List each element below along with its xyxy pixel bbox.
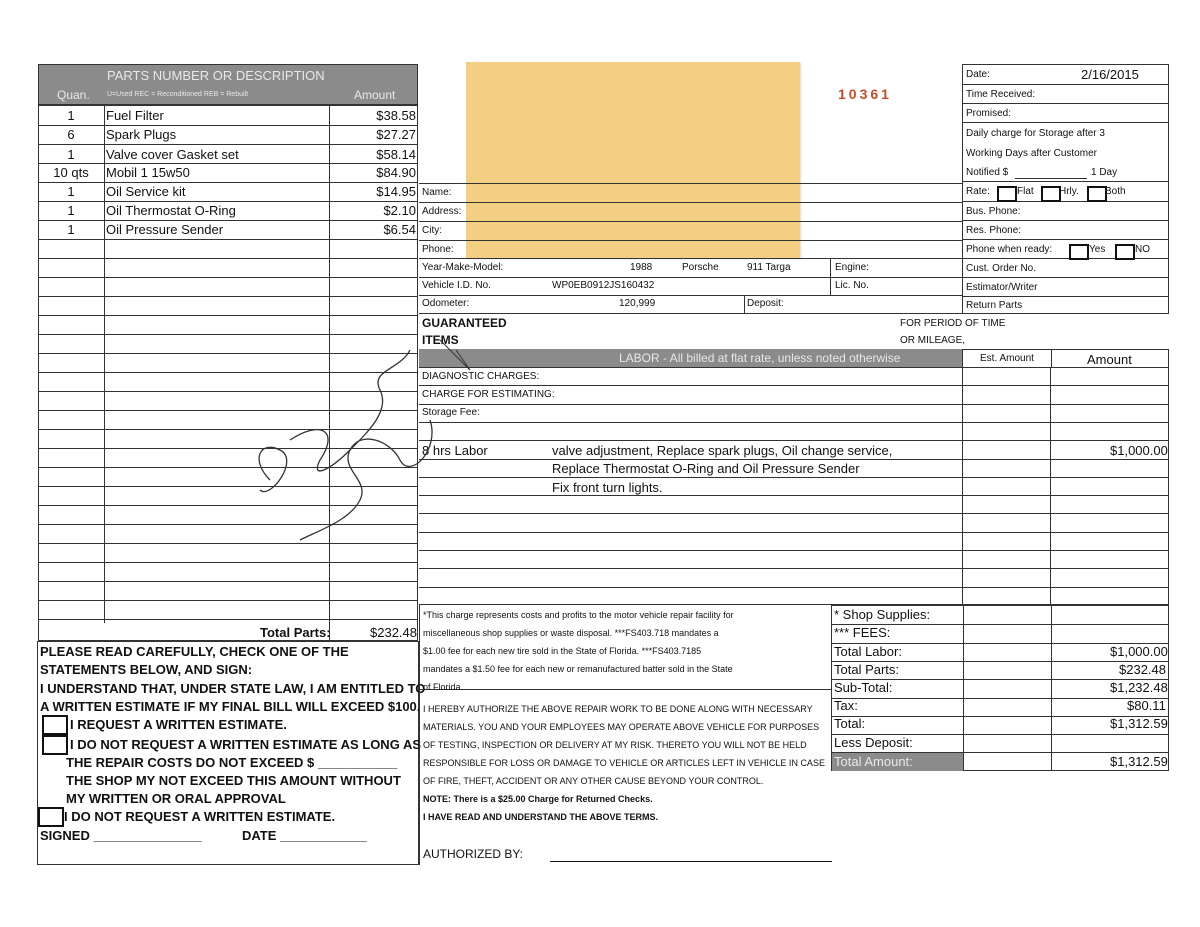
estimate-line-2: STATEMENTS BELOW, AND SIGN: — [40, 662, 253, 677]
vin-value: WP0EB0912JS160432 — [552, 280, 655, 291]
vehicle-make: Porsche — [682, 262, 719, 273]
part-desc: Mobil 1 15w50 — [106, 165, 190, 180]
no-estimate-limit-line-4: MY WRITTEN OR ORAL APPROVAL — [66, 791, 286, 806]
terms-section — [419, 605, 831, 865]
date-label: Date: — [966, 69, 990, 80]
parts-row — [38, 182, 418, 200]
part-quan: 1 — [67, 147, 75, 162]
no-estimate-checkbox[interactable] — [38, 807, 64, 827]
fine-print-4: mandates a $1.50 fee for each new or remanufactured batter sold in the State — [423, 664, 733, 674]
shop-supplies-label: * Shop Supplies: — [834, 607, 931, 622]
authorized-by-label: AUTHORIZED BY: — [423, 847, 524, 861]
part-amount: $2.10 — [383, 203, 416, 218]
guarantee-mark — [440, 340, 470, 370]
parts-header-legend: U=Used REC = Reconditioned REB = Rebuilt — [107, 91, 249, 98]
have-read-line: I HAVE READ AND UNDERSTAND THE ABOVE TERMS. — [423, 812, 659, 822]
part-desc: Valve cover Gasket set — [106, 147, 239, 162]
parts-row — [38, 163, 418, 181]
fine-print-3: $1.00 fee for each new tire sold in the State of Florida. ***FS403.7185 — [423, 646, 702, 656]
estimate-box — [37, 641, 426, 865]
phone-ready-no-checkbox[interactable] — [1115, 244, 1135, 260]
total-parts-label: Total Parts: — [260, 625, 331, 640]
return-parts-label: Return Parts — [966, 300, 1023, 311]
vehicle-year: 1988 — [630, 262, 653, 273]
notified-label: Notified $ — [966, 167, 1009, 178]
deposit-label: Deposit: — [747, 298, 784, 309]
odometer-label: Odometer: — [422, 298, 470, 309]
no-estimate-label: I DO NOT REQUEST A WRITTEN ESTIMATE. — [64, 809, 336, 824]
rate-flat-label: Flat — [1017, 186, 1034, 197]
phone-label: Phone: — [422, 244, 454, 255]
rate-label: Rate: — [966, 186, 990, 197]
part-quan: 1 — [67, 203, 75, 218]
name-label: Name: — [422, 187, 452, 198]
parts-header — [38, 64, 418, 105]
labor-header-text: LABOR - All billed at flat rate, unless noted otherwise — [619, 351, 901, 365]
promised-label: Promised: — [966, 108, 1012, 119]
part-amount: $58.14 — [376, 147, 416, 162]
part-quan: 10 qts — [53, 165, 89, 180]
request-estimate-checkbox[interactable] — [42, 715, 68, 735]
fine-print-2: miscellaneous shop supplies or waste disposal. ***FS403.718 mandates a — [423, 628, 719, 638]
customer-section — [419, 183, 963, 313]
part-amount: $14.95 — [376, 184, 416, 199]
total-amount-value: $1,312.59 — [1110, 754, 1168, 769]
phone-ready-label: Phone when ready: — [966, 244, 1053, 255]
auth-line-3: OF TESTING, INSPECTION OR DELIVERY AT MY RISK. THERETO YOU WILL NOT BE HELD — [423, 740, 807, 750]
auth-line-4: RESPONSIBLE FOR LOSS OR DAMAGE TO VEHICLE OR ARTICLES LEFT IN VEHICLE IN CASE — [423, 758, 825, 768]
total-labor-label: Total Labor: — [834, 644, 902, 659]
part-desc: Oil Service kit — [106, 184, 186, 199]
rate-flat-checkbox[interactable] — [997, 186, 1017, 202]
labor-desc-1: valve adjustment, Replace spark plugs, Oil change service, — [552, 443, 893, 458]
no-estimate-limit-line-2: THE REPAIR COSTS DO NOT EXCEED $ ___________ — [66, 755, 398, 770]
labor-amount-header — [962, 349, 1169, 368]
tax-value: $80.11 — [1127, 698, 1166, 713]
less-deposit-label: Less Deposit: — [834, 735, 913, 750]
city-label: City: — [422, 225, 442, 236]
date-field[interactable]: DATE ____________ — [242, 828, 367, 843]
part-quan: 1 — [67, 222, 75, 237]
labor-header — [419, 349, 963, 367]
fine-print-1: *This charge represents costs and profits to the motor vehicle repair facility for — [423, 610, 734, 620]
phone-ready-no-label: NO — [1135, 244, 1150, 255]
parts-header-amount: Amount — [354, 88, 396, 102]
parts-row — [38, 145, 418, 163]
estimate-line-4: A WRITTEN ESTIMATE IF MY FINAL BILL WILL EXCEED $100. — [40, 699, 421, 714]
no-estimate-limit-line-3: THE SHOP MY NOT EXCEED THIS AMOUNT WITHOUT — [66, 773, 401, 788]
odometer-value: 120,999 — [619, 298, 656, 309]
auth-line-2: MATERIALS. YOU AND YOUR EMPLOYEES MAY OPERATE ABOVE VEHICLE FOR PURPOSES — [423, 722, 820, 732]
handwritten-annotation — [240, 330, 480, 570]
auth-line-5: OF FIRE, THEFT, ACCIDENT OR ANY OTHER CAUSE BEYOND YOUR CONTROL. — [423, 776, 764, 786]
vehicle-model: 911 Targa — [747, 262, 791, 273]
parts-header-title: PARTS NUMBER OR DESCRIPTION — [107, 68, 325, 83]
lic-label: Lic. No. — [835, 280, 869, 291]
estimating-label: CHARGE FOR ESTIMATING: — [422, 389, 555, 400]
part-amount: $38.58 — [376, 108, 416, 123]
labor-desc-3: Fix front turn lights. — [552, 480, 663, 495]
rate-both-label: Both — [1105, 186, 1126, 197]
signature-stroke — [259, 350, 432, 540]
storage-fee-label: Storage Fee: — [422, 407, 480, 418]
total-value: $1,312.59 — [1110, 716, 1168, 731]
parts-header-quan: Quan. — [57, 88, 90, 102]
engine-label: Engine: — [835, 262, 869, 273]
total-amount-label: Total Amount: — [834, 754, 913, 769]
parts-row — [38, 220, 418, 238]
rate-hrly-checkbox[interactable] — [1041, 186, 1061, 202]
labor-hours: 8 hrs Labor — [422, 443, 488, 458]
total-label: Total: — [834, 716, 866, 731]
part-desc: Fuel Filter — [106, 108, 164, 123]
period-label: FOR PERIOD OF TIME — [900, 318, 1006, 329]
fees-label: *** FEES: — [834, 625, 891, 640]
phone-ready-yes-label: Yes — [1089, 244, 1106, 255]
guaranteed-label: GUARANTEED — [422, 316, 507, 330]
one-day-label: 1 Day — [1091, 167, 1118, 178]
parts-row — [38, 201, 418, 219]
date-value: 2/16/2015 — [1081, 67, 1139, 82]
returned-checks-note: NOTE: There is a $25.00 Charge for Returned Checks. — [423, 794, 653, 804]
part-quan: 1 — [67, 108, 75, 123]
bus-phone-label: Bus. Phone: — [966, 206, 1021, 217]
fine-print-5: of Florida. — [423, 682, 464, 692]
part-amount: $84.90 — [376, 165, 416, 180]
labor-desc-2: Replace Thermostat O-Ring and Oil Pressure Sender — [552, 461, 860, 476]
part-quan: 6 — [67, 127, 75, 142]
part-quan: 1 — [67, 184, 75, 199]
invoice-number: 10361 — [838, 86, 892, 102]
storage-line-2: Working Days after Customer — [966, 148, 1097, 159]
items-label: ITEMS — [422, 333, 459, 347]
total-parts-value: $232.48 — [370, 625, 417, 640]
signed-field[interactable]: SIGNED _______________ — [40, 828, 202, 843]
totals-parts-value: $232.48 — [1119, 662, 1166, 677]
parts-row — [38, 106, 418, 124]
rate-both-checkbox[interactable] — [1087, 186, 1107, 202]
phone-ready-yes-checkbox[interactable] — [1069, 244, 1089, 260]
estimate-line-3: I UNDERSTAND THAT, UNDER STATE LAW, I AM ENTITLED TO — [40, 681, 426, 696]
total-labor-value: $1,000.00 — [1110, 644, 1168, 659]
part-amount: $6.54 — [383, 222, 416, 237]
part-amount: $27.27 — [376, 127, 416, 142]
time-received-label: Time Received: — [966, 89, 1036, 100]
diagnostic-label: DIAGNOSTIC CHARGES: — [422, 371, 540, 382]
storage-line-1: Daily charge for Storage after 3 — [966, 128, 1105, 139]
parts-row — [38, 125, 418, 143]
cust-order-label: Cust. Order No. — [966, 263, 1037, 274]
no-estimate-limit-label: I DO NOT REQUEST A WRITTEN ESTIMATE AS LONG AS — [70, 737, 421, 752]
totals-parts-label: Total Parts: — [834, 662, 900, 677]
estimator-label: Estimator/Writer — [966, 282, 1038, 293]
rate-hrly-label: Hrly. — [1059, 186, 1079, 197]
vin-label: Vehicle I.D. No. — [422, 280, 491, 291]
part-desc: Oil Pressure Sender — [106, 222, 224, 237]
tax-label: Tax: — [834, 698, 858, 713]
request-estimate-label: I REQUEST A WRITTEN ESTIMATE. — [70, 717, 287, 732]
estimate-line-1: PLEASE READ CAREFULLY, CHECK ONE OF THE — [40, 644, 349, 659]
subtotal-label: Sub-Total: — [834, 680, 893, 695]
labor-amount: $1,000.00 — [1110, 443, 1168, 458]
part-desc: Oil Thermostat O-Ring — [106, 203, 236, 218]
no-estimate-limit-checkbox[interactable] — [42, 735, 68, 755]
res-phone-label: Res. Phone: — [966, 225, 1022, 236]
part-desc: Spark Plugs — [106, 127, 177, 142]
right-panel — [962, 64, 1169, 314]
mileage-label: OR MILEAGE, — [900, 335, 966, 346]
labor-grid — [419, 367, 1169, 605]
ymm-label: Year-Make-Model: — [422, 262, 504, 273]
est-amount-header: Est. Amount — [980, 353, 1034, 364]
address-label: Address: — [422, 206, 462, 217]
auth-line-1: I HEREBY AUTHORIZE THE ABOVE REPAIR WORK TO BE DONE ALONG WITH NECESSARY — [423, 704, 813, 714]
subtotal-value: $1,232.48 — [1110, 680, 1168, 695]
amount-header: Amount — [1087, 352, 1132, 367]
